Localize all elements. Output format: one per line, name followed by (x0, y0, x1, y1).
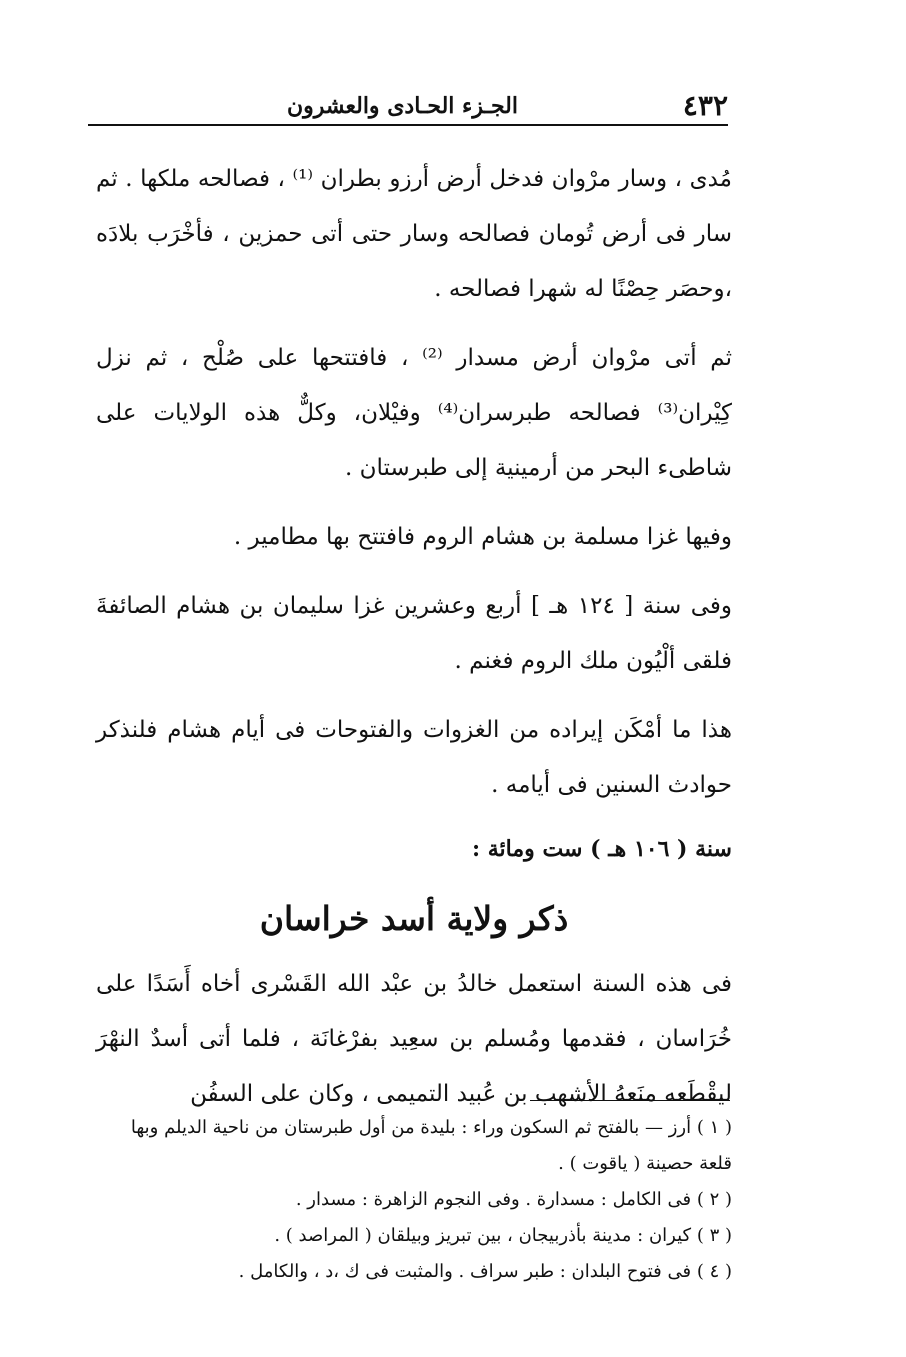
paragraph: مُدى ، وسار مرْوان فدخل أرض أرزو بطران ⁽¹⁾ ، فصالحه ملكها . ثم سار فى أرض تُومان فصالحه وسار حتى أتى حمزين ، فأخْرَب بلادَه ،وحصَر حِصْنًا له شهرا فصالحه . (96, 166, 732, 302)
footnotes (96, 1110, 732, 1290)
footnote: ( ٤ ) فى فتوح البلدان : طبر سراف . والمثبت فى ك ،د ، والكامل . (238, 1261, 732, 1282)
footnote-divider (530, 1100, 730, 1101)
paragraph: ثم أتى مرْوان أرض مسدار ⁽²⁾ ، فافتتحها على صُلْح ، ثم نزل كِيْران⁽³⁾ فصالحه طبرسران⁽⁴⁾ وفيْلان، وكلٌّ هذه الولايات على شاطىء البحر من أرمينية إلى طبرستان . (96, 345, 732, 481)
paragraph: وفى سنة [ ١٢٤ هـ ] أربع وعشرين غزا سليمان بن هشام الصائفةَ فلقى ألْيُون ملك الروم فغنم . (96, 593, 732, 674)
footnote: ( ١ ) أرز — بالفتح ثم السكون وراء : بليدة من أول طبرستان من ناحية الديلم وبها قلعة حصينة ( ياقوت ) . (130, 1117, 732, 1174)
running-title: الجـزء الحـادى والعشرون (286, 93, 518, 119)
page-header (88, 88, 728, 126)
paragraph: فى هذه السنة استعمل خالدُ بن عبْد الله القَسْرى أخاه أَسَدًا على خُرَاسان ، فقدمها ومُسلم بن سعِيد بفرْغانَة ، فلما أتى أسدٌ النهْرَ ليقْطَعه منَعهُ الأشهب بن عُبيد التميمى ، وكان على السفُن (96, 971, 732, 1107)
year-heading: سنة ( ١٠٦ هـ ) ست ومائة : (471, 836, 732, 862)
paragraph: هذا ما أمْكَن إيراده من الغزوات والفتوحات فى أيام هشام فلنذكر حوادث السنين فى أيامه . (96, 717, 732, 798)
footnote: ( ٣ ) كيران : مدينة بأذربيجان ، بين تبريز وبيلقان ( المراصد ) . (274, 1225, 732, 1246)
footnote: ( ٢ ) فى الكامل : مسدارة . وفى النجوم الزاهرة : مسدار . (295, 1189, 732, 1210)
section-title: ذكر ولاية أسد خراسان (259, 899, 569, 938)
main-text (96, 152, 732, 1136)
page-number: ٤٣٢ (682, 89, 728, 122)
paragraph: وفيها غزا مسلمة بن هشام الروم فافتتح بها مطامير . (233, 524, 732, 550)
